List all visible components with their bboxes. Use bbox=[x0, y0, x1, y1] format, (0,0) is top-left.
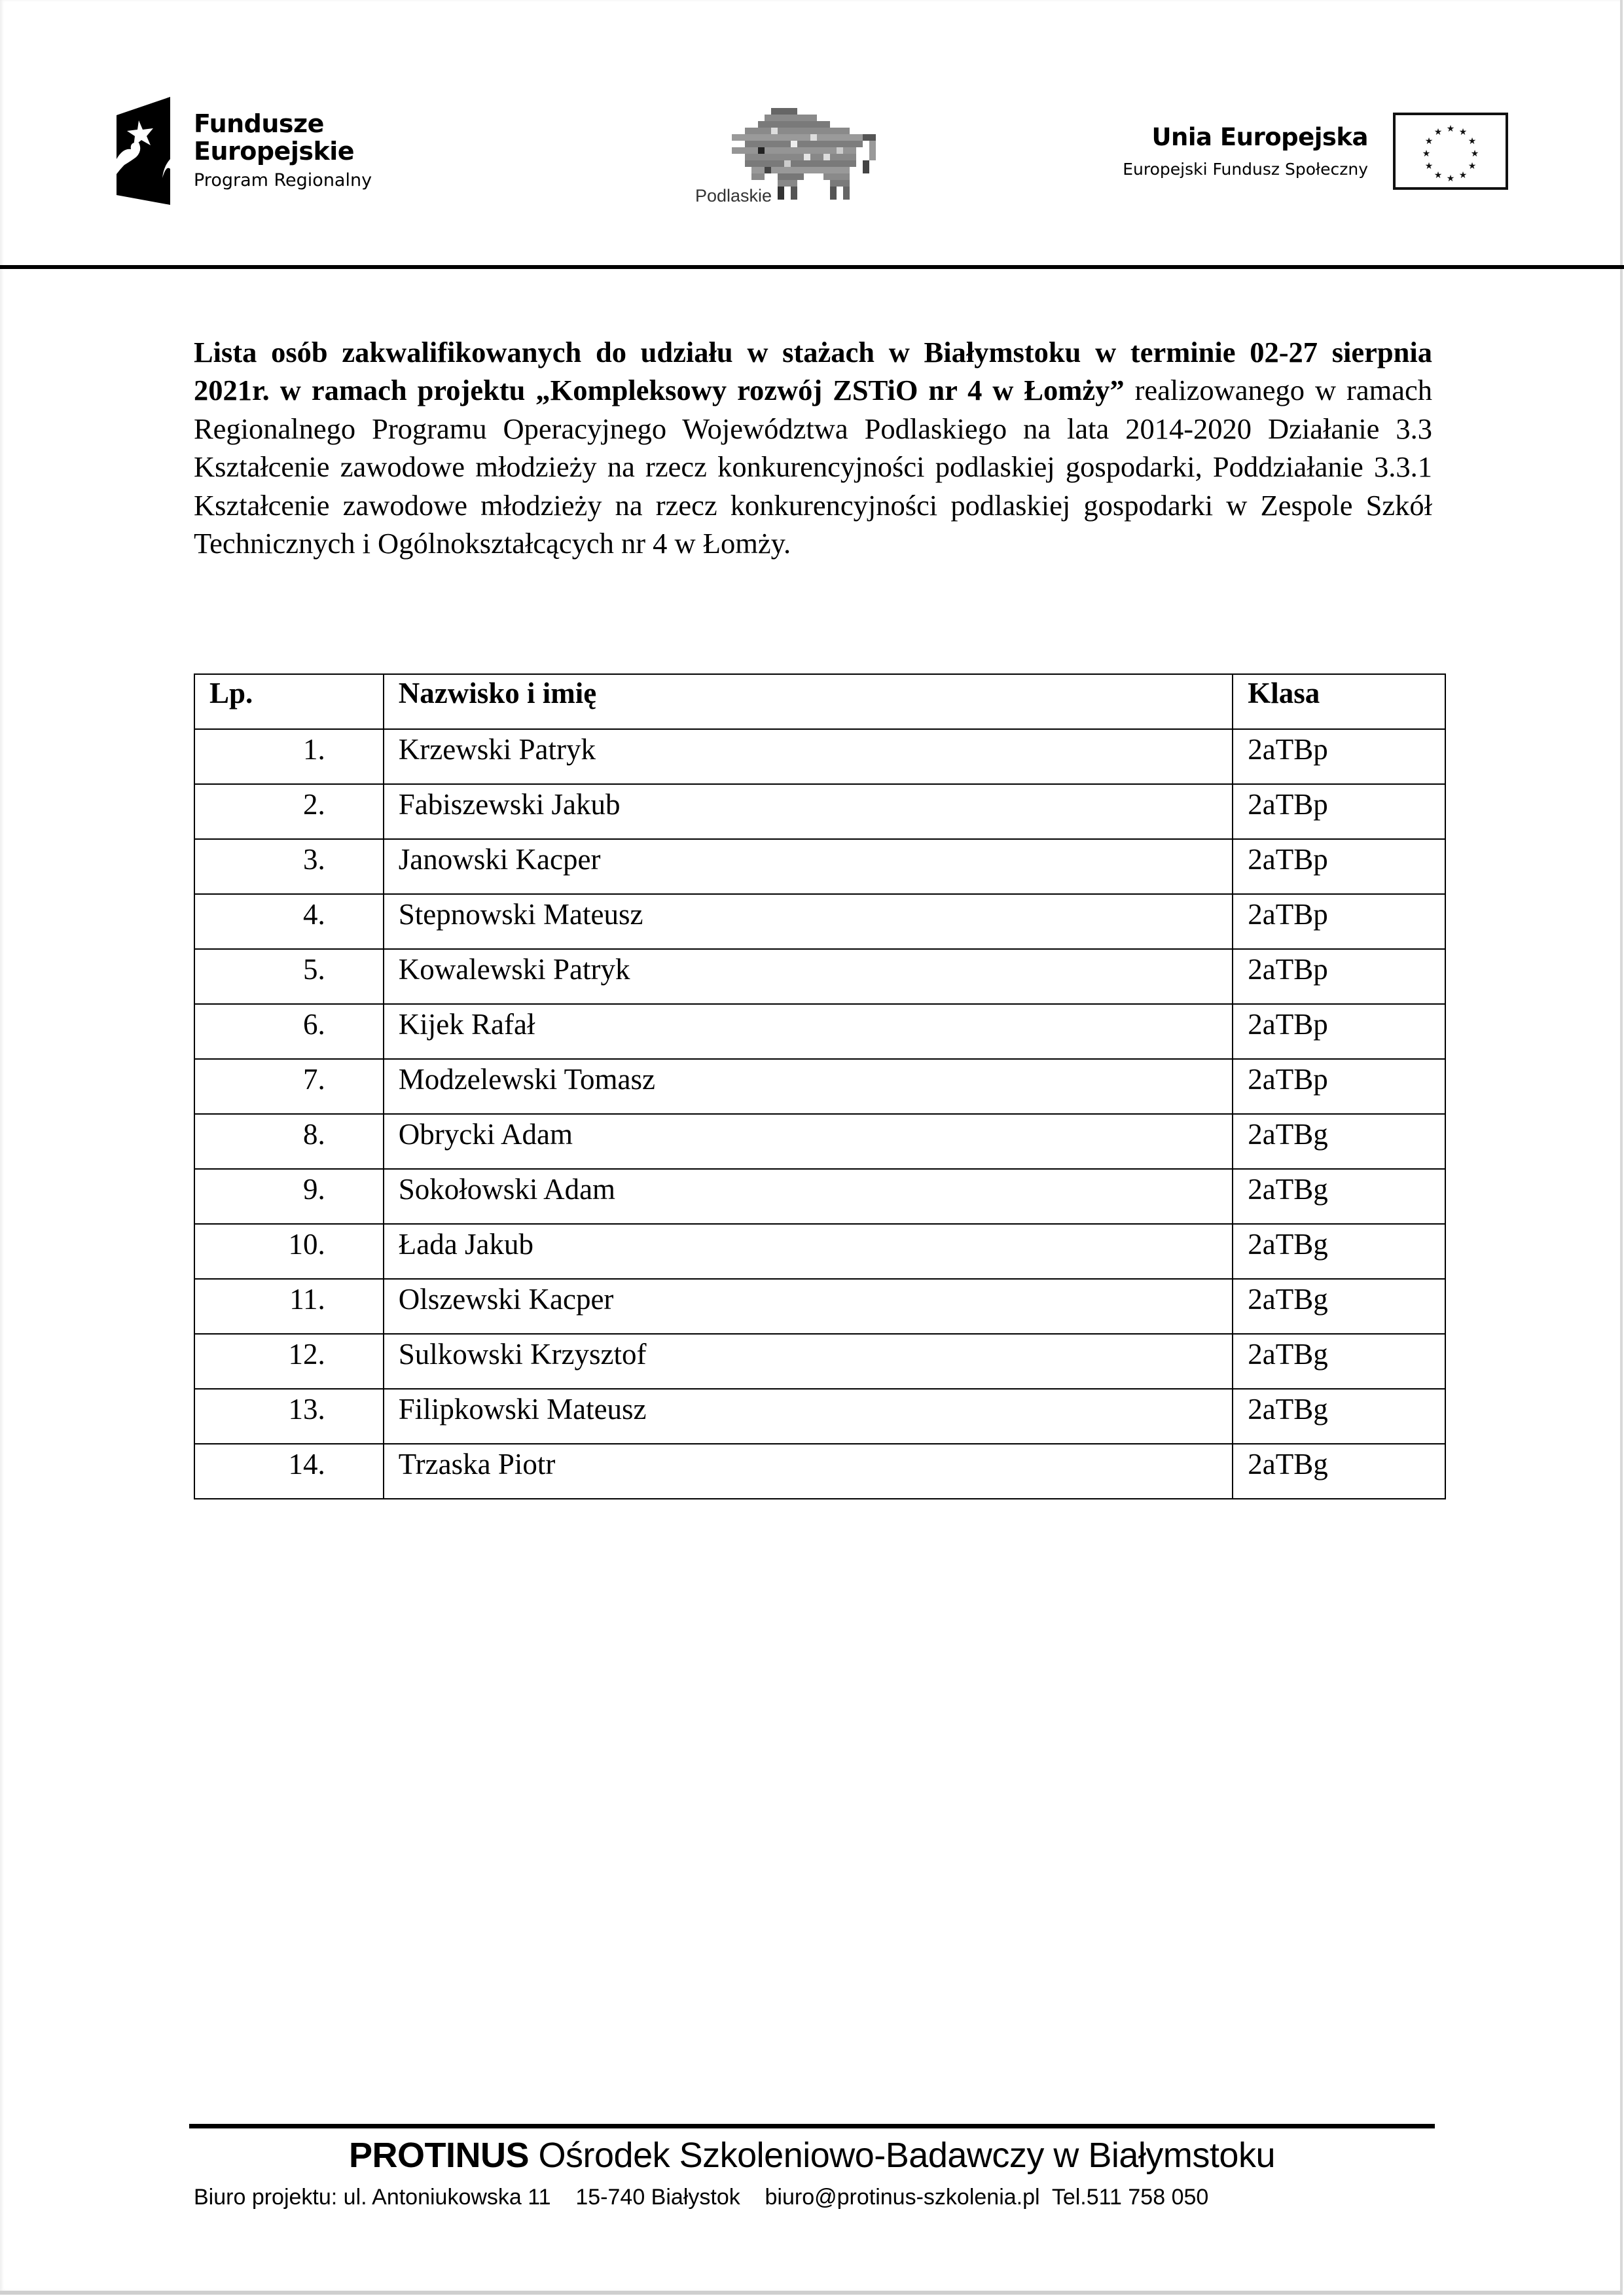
footer-contact: Biuro projektu: ul. Antoniukowska 11 15-740 Białystok biuro@protinus-szkolenia.pl Tel.511 758 050 bbox=[194, 2185, 1209, 2210]
row-name: Łada Jakub bbox=[384, 1224, 1233, 1279]
row-lp: 7. bbox=[194, 1059, 384, 1114]
row-klasa: 2aTBp bbox=[1233, 839, 1445, 894]
row-lp: 1. bbox=[194, 729, 384, 784]
header-klasa: Klasa bbox=[1233, 674, 1445, 729]
table-row bbox=[194, 1389, 1445, 1444]
table-row bbox=[194, 949, 1445, 1004]
table-row bbox=[194, 1224, 1445, 1279]
intro-paragraph bbox=[194, 333, 1432, 563]
row-klasa: 2aTBg bbox=[1233, 1389, 1445, 1444]
row-name: Filipkowski Mateusz bbox=[384, 1389, 1233, 1444]
row-lp: 3. bbox=[194, 839, 384, 894]
row-lp: 8. bbox=[194, 1114, 384, 1169]
table-row bbox=[194, 1169, 1445, 1224]
eu-flag-icon bbox=[1393, 113, 1508, 190]
eu-subtitle: Europejski Fundusz Społeczny bbox=[1123, 160, 1368, 179]
fundusze-europejskie-logo bbox=[117, 97, 398, 208]
svg-text:★: ★ bbox=[1458, 127, 1468, 137]
table-row bbox=[194, 894, 1445, 949]
podlaskie-label: Podlaskie bbox=[695, 186, 772, 206]
row-klasa: 2aTBp bbox=[1233, 1059, 1445, 1114]
header-name: Nazwisko i imię bbox=[384, 674, 1233, 729]
logo-fundusze-line1: Fundusze bbox=[194, 109, 324, 138]
row-name: Kowalewski Patryk bbox=[384, 949, 1233, 1004]
header-divider bbox=[0, 265, 1624, 269]
footer-organization bbox=[189, 2135, 1435, 2176]
intro-description: realizowanego w ramach Regionalnego Programu Operacyjnego Województwa Podlaskiego na lata 2014-2020 Działanie 3.3 Kształcenie zawodowe młodzieży na rzecz konkurencyjności podlaskiej gospodarki, Poddziałanie 3.3.1 Kształcenie zawodowe młodzieży na rzecz konkurencyjności podlaskiej gospodarki w Zespole Szkół Technicznych i Ogólnokształcących nr 4 w Łomży. bbox=[194, 374, 1432, 560]
row-klasa: 2aTBg bbox=[1233, 1224, 1445, 1279]
svg-text:★: ★ bbox=[1470, 149, 1479, 159]
logo-fundusze-line3: Program Regionalny bbox=[194, 170, 372, 190]
row-name: Obrycki Adam bbox=[384, 1114, 1233, 1169]
row-lp: 10. bbox=[194, 1224, 384, 1279]
row-name: Modzelewski Tomasz bbox=[384, 1059, 1233, 1114]
footer-divider bbox=[189, 2124, 1435, 2128]
table-row bbox=[194, 1059, 1445, 1114]
unia-europejska-logo bbox=[1106, 110, 1512, 202]
svg-text:★: ★ bbox=[1422, 149, 1431, 159]
svg-text:★: ★ bbox=[1458, 170, 1468, 181]
row-klasa: 2aTBg bbox=[1233, 1334, 1445, 1389]
row-lp: 14. bbox=[194, 1444, 384, 1499]
row-lp: 6. bbox=[194, 1004, 384, 1059]
row-lp: 2. bbox=[194, 784, 384, 839]
row-name: Olszewski Kacper bbox=[384, 1279, 1233, 1334]
svg-text:★: ★ bbox=[1446, 173, 1455, 184]
row-name: Sokołowski Adam bbox=[384, 1169, 1233, 1224]
fundusze-europejskie-mark-icon bbox=[117, 97, 174, 205]
row-name: Stepnowski Mateusz bbox=[384, 894, 1233, 949]
row-lp: 4. bbox=[194, 894, 384, 949]
row-klasa: 2aTBg bbox=[1233, 1169, 1445, 1224]
row-klasa: 2aTBp bbox=[1233, 784, 1445, 839]
table-row bbox=[194, 1279, 1445, 1334]
footer-organization-name: Ośrodek Szkoleniowo-Badawczy w Białymstoku bbox=[529, 2136, 1275, 2175]
row-klasa: 2aTBp bbox=[1233, 729, 1445, 784]
svg-text:★: ★ bbox=[1468, 161, 1477, 171]
row-klasa: 2aTBg bbox=[1233, 1114, 1445, 1169]
table-row bbox=[194, 784, 1445, 839]
table-row bbox=[194, 1004, 1445, 1059]
svg-text:★: ★ bbox=[1424, 136, 1434, 147]
row-lp: 11. bbox=[194, 1279, 384, 1334]
svg-text:★: ★ bbox=[1434, 127, 1443, 137]
svg-text:★: ★ bbox=[1434, 170, 1443, 181]
header-lp: Lp. bbox=[194, 674, 384, 729]
row-lp: 13. bbox=[194, 1389, 384, 1444]
table-header-row bbox=[194, 674, 1445, 729]
row-name: Sulkowski Krzysztof bbox=[384, 1334, 1233, 1389]
table-row bbox=[194, 1114, 1445, 1169]
row-lp: 9. bbox=[194, 1169, 384, 1224]
row-klasa: 2aTBg bbox=[1233, 1444, 1445, 1499]
intro-title: Lista osób zakwalifikowanych do udziału w stażach w Białymstoku w terminie 02-27 sierpnia 2021r. w ramach projektu „Kompleksowy rozwój ZSTiO nr 4 w Łomży” bbox=[194, 335, 1432, 406]
table-row bbox=[194, 729, 1445, 784]
row-klasa: 2aTBg bbox=[1233, 1279, 1445, 1334]
svg-text:★: ★ bbox=[1446, 124, 1455, 134]
row-name: Trzaska Piotr bbox=[384, 1444, 1233, 1499]
row-lp: 5. bbox=[194, 949, 384, 1004]
row-name: Kijek Rafał bbox=[384, 1004, 1233, 1059]
row-name: Krzewski Patryk bbox=[384, 729, 1233, 784]
logo-fundusze-line2: Europejskie bbox=[194, 137, 355, 166]
svg-text:★: ★ bbox=[1468, 136, 1477, 147]
row-klasa: 2aTBp bbox=[1233, 894, 1445, 949]
row-klasa: 2aTBp bbox=[1233, 949, 1445, 1004]
podlaskie-logo bbox=[693, 105, 882, 209]
eu-title: Unia Europejska bbox=[1151, 123, 1368, 151]
participants-table bbox=[194, 673, 1446, 1499]
table-row bbox=[194, 1334, 1445, 1389]
footer-brand: PROTINUS bbox=[349, 2136, 530, 2175]
svg-text:★: ★ bbox=[1424, 161, 1434, 171]
row-klasa: 2aTBp bbox=[1233, 1004, 1445, 1059]
table-row bbox=[194, 1444, 1445, 1499]
row-lp: 12. bbox=[194, 1334, 384, 1389]
row-name: Fabiszewski Jakub bbox=[384, 784, 1233, 839]
row-name: Janowski Kacper bbox=[384, 839, 1233, 894]
table-row bbox=[194, 839, 1445, 894]
